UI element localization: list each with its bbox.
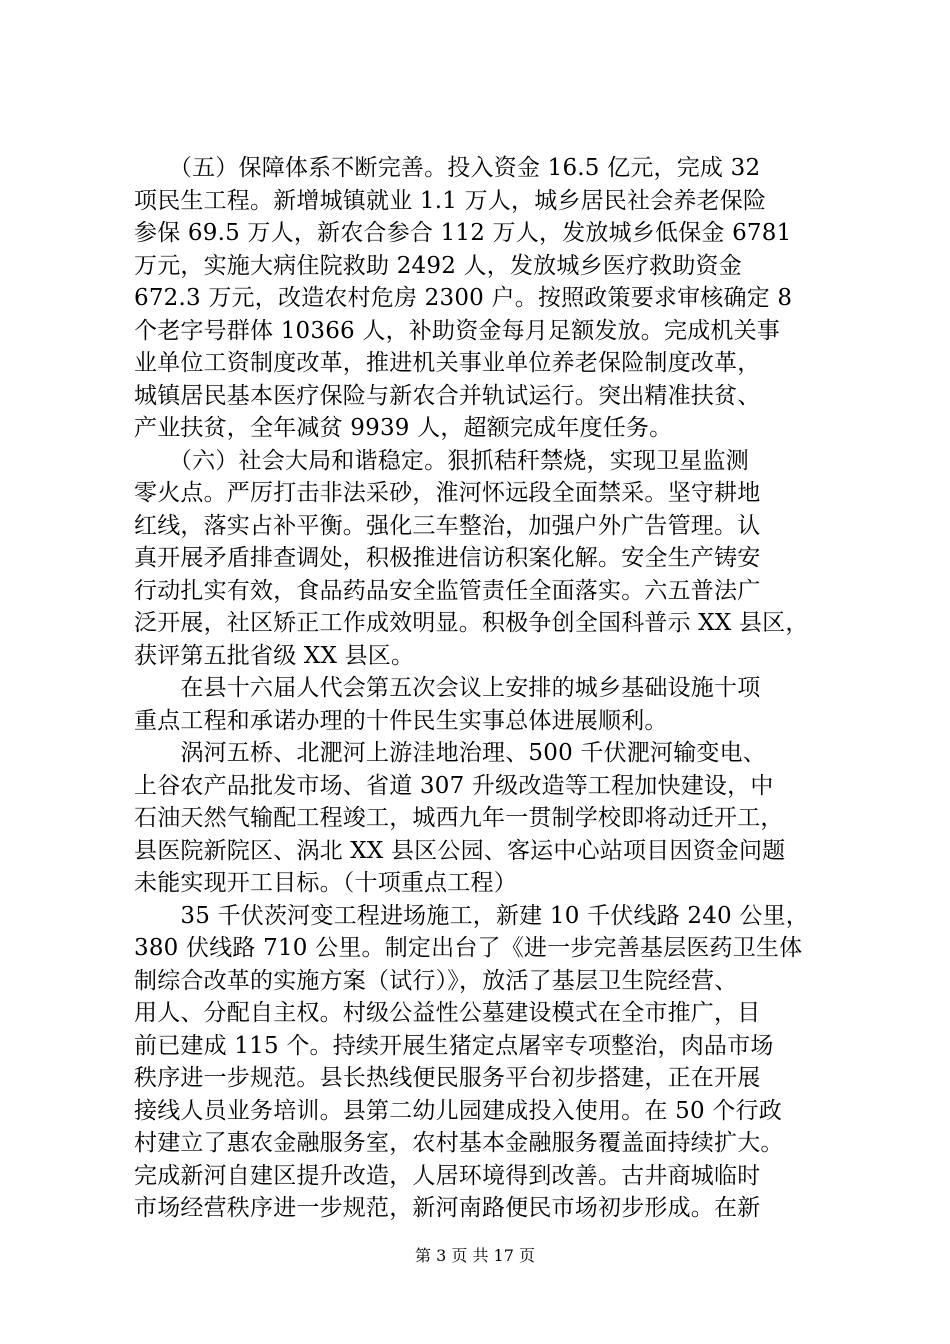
text-line: 泛开展，社区矫正工作成效明显。积极争创全国科普示 XX 县区， — [134, 610, 809, 636]
text-line: 前已建成 115 个。持续开展生猪定点屠宰专项整治，肉品市场 — [134, 1032, 774, 1059]
text-line: 380 伏线路 710 公里。制定出台了《进一步完善基层医药卫生体 — [134, 935, 803, 961]
text-line: 石油天然气输配工程竣工，城西九年一贯制学校即将动迁开工， — [134, 805, 784, 831]
text-line: 在县十六届人代会第五次会议上安排的城乡基础设施十项 — [134, 675, 761, 701]
text-line: 县医院新院区、涡北 XX 县区公园、客运中心站项目因资金问题 — [134, 837, 786, 864]
text-line: 个老字号群体 10366 人，补助资金每月足额发放。完成机关事 — [134, 317, 780, 344]
page-number-footer: 第 3 页 共 17 页 — [415, 1246, 535, 1265]
text-line: 城镇居民基本医疗保险与新农合并轨试运行。突出精准扶贫、 — [134, 382, 761, 409]
text-line: 行动扎实有效，食品药品安全监管责任全面落实。六五普法广 — [134, 577, 761, 604]
text-line: 零火点。严厉打击非法采砂，淮河怀远段全面禁采。坚守耕地 — [134, 480, 761, 506]
text-line: 上谷农产品批发市场、省道 307 升级改造等工程加快建设，中 — [134, 772, 774, 799]
text-line: 制综合改革的实施方案（试行）》，放活了基层卫生院经营、 — [134, 967, 738, 994]
text-line: 村建立了惠农金融服务室，农村基本金融服务覆盖面持续扩大。 — [134, 1130, 784, 1156]
text-line: 未能实现开工目标。（十项重点工程） — [134, 870, 517, 896]
text-line: 用人、分配自主权。村级公益性公墓建设模式在全市推广，目 — [134, 1000, 761, 1026]
text-line: 产业扶贫，全年减贫 9939 人，超额完成年度任务。 — [134, 415, 673, 441]
text-line: 完成新河自建区提升改造，人居环境得到改善。古井商城临时 — [134, 1162, 761, 1189]
text-line: 市场经营秩序进一步规范，新河南路便民市场初步形成。在新 — [134, 1195, 761, 1221]
text-line: 重点工程和承诺办理的十件民生实事总体进展顺利。 — [134, 707, 668, 734]
text-line: 获评第五批省级 XX 县区。 — [134, 642, 415, 669]
text-line: 涡河五桥、北淝河上游洼地治理、500 千伏淝河输变电、 — [134, 740, 767, 766]
text-line: 万元，实施大病住院救助 2492 人，发放城乡医疗救助资金 — [134, 252, 742, 279]
text-line: 红线，落实占补平衡。强化三车整治，加强户外广告管理。认 — [134, 512, 761, 539]
text-line: （六）社会大局和谐稳定。狠抓秸秆禁烧，实现卫星监测 — [134, 447, 749, 474]
text-line: 参保 69.5 万人，新农合参合 112 万人，发放城乡低保金 6781 — [134, 220, 792, 246]
text-line: 672.3 万元，改造农村危房 2300 户。按照政策要求审核确定 8 — [134, 285, 793, 311]
text-line: 秩序进一步规范。县长热线便民服务平台初步搭建，正在开展 — [134, 1065, 761, 1091]
text-line: （五）保障体系不断完善。投入资金 16.5 亿元，完成 32 — [134, 155, 761, 181]
text-line: 真开展矛盾排查调处，积极推进信访积案化解。安全生产铸安 — [134, 545, 761, 571]
text-line: 业单位工资制度改革，推进机关事业单位养老保险制度改革， — [134, 350, 761, 376]
text-line: 接线人员业务培训。县第二幼儿园建成投入使用。在 50 个行政 — [134, 1097, 782, 1124]
body-text — [134, 152, 824, 1225]
text-line: 项民生工程。新增城镇就业 1.1 万人，城乡居民社会养老保险 — [134, 187, 767, 214]
text-line: 35 千伏茨河变工程进场施工，新建 10 千伏线路 240 公里， — [134, 902, 809, 929]
